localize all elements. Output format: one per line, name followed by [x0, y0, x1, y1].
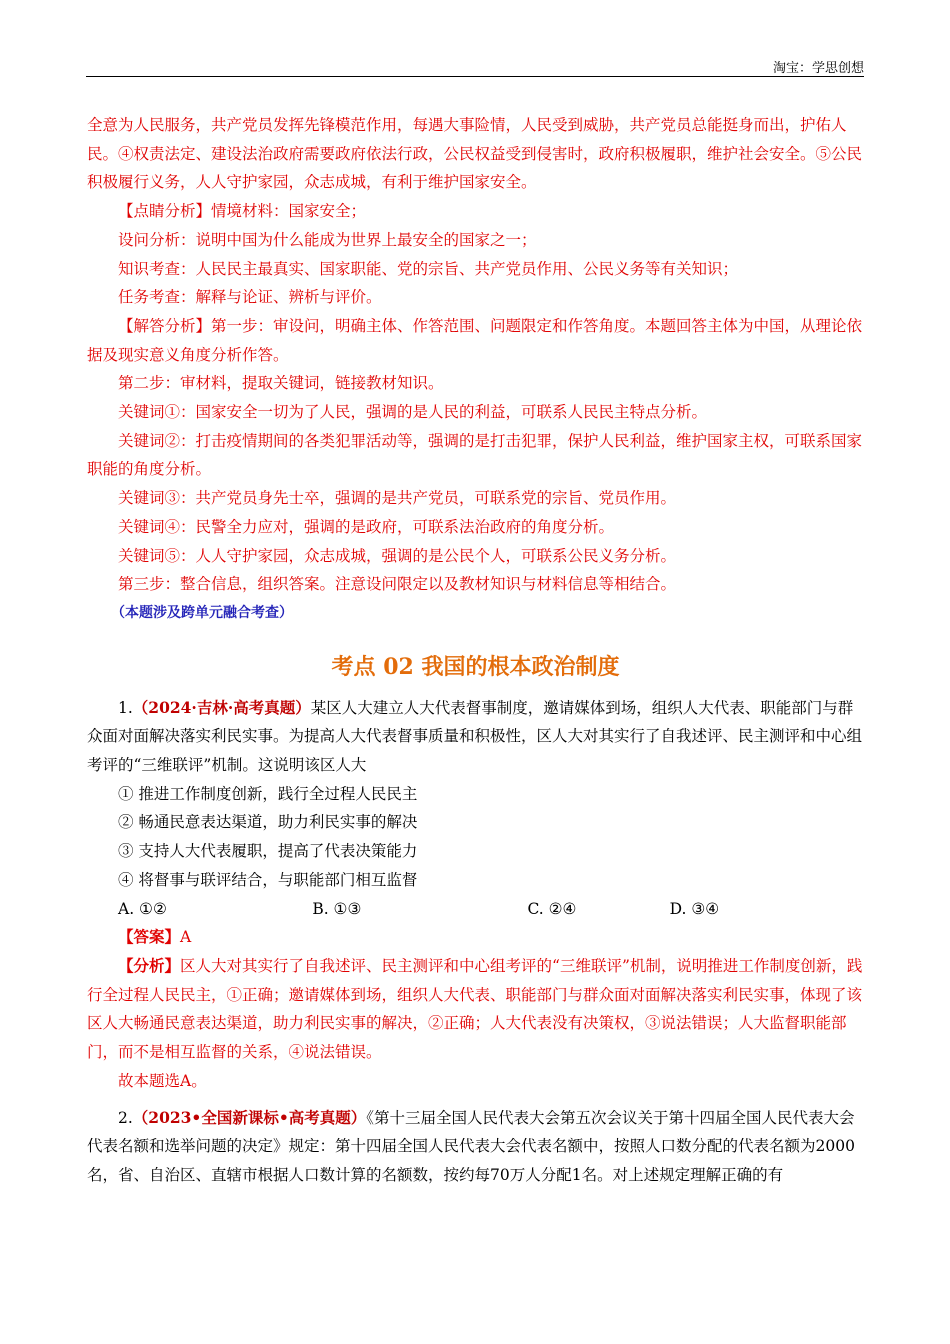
answer-value: A — [180, 928, 192, 947]
analysis-text: 区人大对其实行了自我述评、民主测评和中心组考评的“三维联评”机制，说明推进工作制度创新，践行全过程人民民主，①正确；邀请媒体到场，组织人大代表、职能部门与群众面对面解决落实利民实事，体现了该区人大畅通民意表达渠道，助力利民实事的解决，②正确；人大代表没有决策权，③说法错误；人大监督职能部门，而不是相互监督的关系，④说法错误。 — [87, 956, 863, 1062]
question-source: （2023•全国新课标•高考真题） — [132, 1107, 367, 1127]
analysis-line: 第二步：审材料，提取关键词，链接教材知识。 — [118, 374, 444, 393]
analysis-line: 关键词①：国家安全一切为了人民，强调的是人民的利益，可联系人民民主特点分析。 — [118, 403, 708, 422]
question-text: 《第十三届全国人民代表大会第五次会议关于第十四届全国人民代表大会代表名额和选举问题的决定》规定：第十四届全国人民代表大会代表名额中，按照人口数分配的代表名额为2000名，省、自治区、直辖市根据人口数计算的名额数，按约每70万人分配1名。对上述规定理解正确的有 — [87, 1108, 855, 1184]
analysis-line: 第三步：整合信息，组织答案。注意设问限定以及教材知识与材料信息等相结合。 — [118, 575, 677, 594]
analysis-line: 【点睛分析】情境材料：国家安全； — [118, 202, 367, 221]
previous-answer-continuation: 全意为人民服务，共产党员发挥先锋模范作用，每遇大事险情，人民受到威胁，共产党员总能挺身而出，护佑人民。④权责法定、建设法治政府需要政府依法行政，公民权益受到侵害时，政府积极履职，维护社会安全。⑤公民积极履行义务，人人守护家园，众志成城，有利于维护国家安全。 — [87, 116, 863, 192]
section-title: 考点 02 我国的根本政治制度 — [331, 653, 620, 680]
conclusion-line: 故本题选A。 — [118, 1071, 207, 1090]
analysis-line: 【解答分析】第一步：审设问，明确主体、作答范围、问题限定和作答角度。本题回答主体为中国，从理论依据及现实意义角度分析作答。 — [87, 316, 863, 364]
question-number: 2. — [118, 1108, 133, 1127]
answer-line — [87, 923, 864, 952]
analysis-tag: 【分析】 — [118, 955, 181, 975]
analysis-line: 设问分析：说明中国为什么能成为世界上最安全的国家之一； — [118, 230, 537, 249]
document-body — [87, 111, 864, 1190]
answer-tag: 【答案】 — [118, 927, 181, 947]
question-2-stem — [87, 1104, 864, 1190]
cross-unit-note: （本题涉及跨单元融合考查） — [111, 604, 293, 621]
analysis-paragraph — [87, 952, 864, 1067]
choice-a: A. ①② — [118, 899, 167, 918]
analysis-line: 关键词③：共产党员身先士卒，强调的是共产党员，可联系党的宗旨、党员作用。 — [118, 489, 677, 508]
question-text: 某区人大建立人大代表督事制度，邀请媒体到场，组织人大代表、职能部门与群众面对面解决落实利民实事。为提高人大代表督事质量和积极性，区人大对其实行了自我述评、民主测评和中心组考评的“三维联评”机制。这说明该区人大 — [87, 698, 863, 775]
header-divider — [86, 76, 864, 77]
statement-option: ③ 支持人大代表履职，提高了代表决策能力 — [118, 842, 418, 861]
analysis-line: 任务考查：解释与论证、辨析与评价。 — [118, 288, 382, 307]
question-number: 1. — [118, 698, 133, 717]
choice-b: B. ①③ — [312, 899, 362, 918]
statement-option: ④ 将督事与联评结合，与职能部门相互监督 — [118, 870, 418, 889]
question-source: （2024·吉林·高考真题） — [132, 697, 311, 717]
analysis-line: 关键词⑤：人人守护家园，众志成城，强调的是公民个人，可联系公民义务分析。 — [118, 546, 677, 565]
analysis-line: 关键词②：打击疫情期间的各类犯罪活动等，强调的是打击犯罪，保护人民利益，维护国家主权，可联系国家职能的角度分析。 — [87, 431, 863, 479]
choice-d: D. ③④ — [669, 899, 720, 918]
page-header: 淘宝：学思创想 — [772, 61, 864, 76]
choice-c: C. ②④ — [527, 899, 577, 918]
statement-option: ① 推进工作制度创新，践行全过程人民民主 — [118, 784, 418, 803]
question-1-stem — [87, 694, 864, 780]
answer-choices — [87, 895, 864, 924]
analysis-line: 关键词④：民警全力应对，强调的是政府，可联系法治政府的角度分析。 — [118, 517, 615, 536]
statement-option: ② 畅通民意表达渠道，助力利民实事的解决 — [118, 813, 418, 832]
analysis-line: 知识考查：人民民主最真实、国家职能、党的宗旨、共产党员作用、公民义务等有关知识； — [118, 259, 739, 278]
